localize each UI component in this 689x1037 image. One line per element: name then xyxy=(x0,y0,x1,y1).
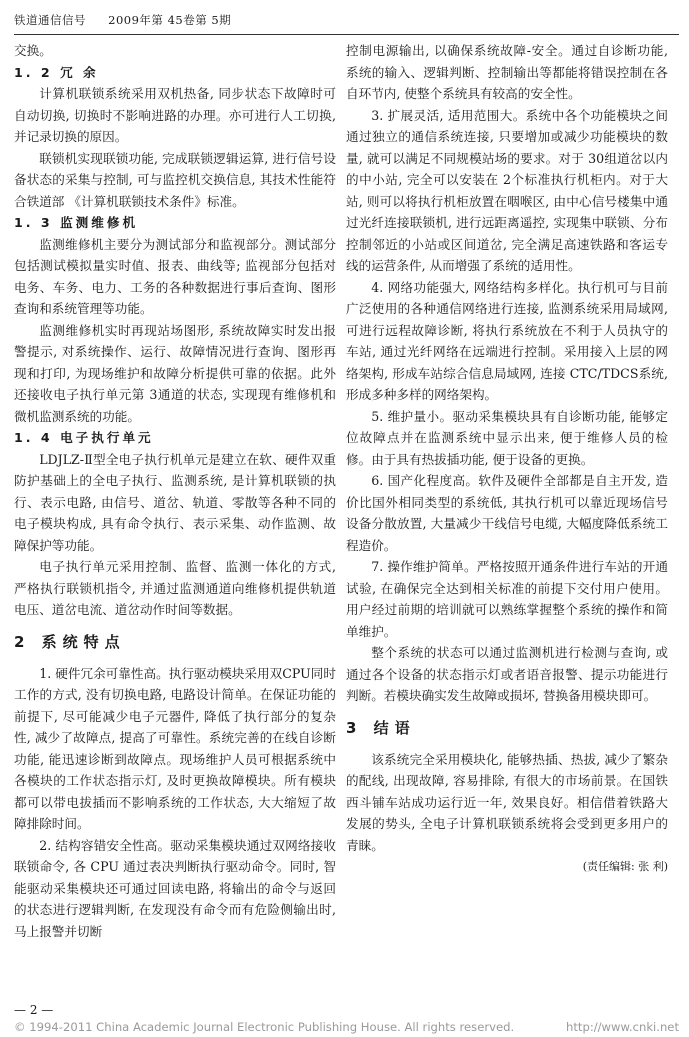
paragraph: 6. 国产化程度高。软件及硬件全部都是自主开发, 造价比国外相同类型的系统低, 其执行机可以靠近现场信号设备分散放置, 大量减少干线信号电缆, 大幅度降低系统工程造价。 xyxy=(346,473,668,553)
paragraph: 监测维修机实时再现站场图形, 系统故障实时发出报警提示, 对系统操作、运行、故障情况进行查询、图形再现和打印, 为现场维护和故障分析提供可靠的依据。此外还接收电子执行单元第 3通道的状态, 实现现有维修机和微机监测系统的功能。 xyxy=(14,322,336,424)
paragraph: 该系统完全采用模块化, 能够热插、热拔, 减少了繁杂的配线, 出现故障, 容易排除, 有很大的市场前景。在国铁西斗铺车站成功运行近一年, 效果良好。相信借着铁路大发展的势头, 全电子计算机联锁系统将会受到更多用户的青睐。 xyxy=(346,751,668,853)
page-number: — 2 — xyxy=(14,1003,54,1017)
paragraph: 整个系统的状态可以通过监测机进行检测与查询, 或通过各个设备的状态指示灯或者语音报警、提示功能进行判断。若模块确实发生故障或损坏, 替换备用模块即可。 xyxy=(346,645,668,703)
paragraph: 4. 网络功能强大, 网络结构多样化。执行机可与目前广泛使用的各种通信网络进行连接, 监测系统采用局域网, 可进行远程故障诊断, 将执行系统放在不利于人员执守的车站, 通过光纤网络在远端进行控制。采用接入上层的网络架构, 形成车站综合信息局域网, 连接 CTC/TDCS系统, 形成多种多样的网络架构。 xyxy=(346,279,668,402)
right-column xyxy=(346,40,668,878)
issue-info: 2009年第 45卷第 5期 xyxy=(108,13,232,27)
copyright-notice: © 1994-2011 China Academic Journal Electronic Publishing House. All rights reserved. xyxy=(14,1020,515,1034)
paragraph: 3. 扩展灵活, 适用范围大。系统中各个功能模块之间通过独立的通信系统连接, 只要增加或减少功能模块的数量, 就可以满足不同规模站场的要求。对于 30组道岔以内的中小站, 完全可以安装在 2个标准执行机柜内。对于大站, 则可以将执行机柜放置在咽喉区, 由中心信号楼集中通过光纤连接联锁机, 进行远距离遥控, 实现集中联锁、分布控制邻近的小站或区间道岔, 完全满足高速铁路和客运专线的运营条件, 从而增强了系统的适用性。 xyxy=(346,107,668,273)
paragraph: 控制电源输出, 以确保系统故障-安全。通过自诊断功能, 系统的输入、逻辑判断、控制输出等都能将错误控制在各自环节内, 使整个系统具有较高的安全性。 xyxy=(346,43,668,101)
paragraph: 交换。 xyxy=(14,43,52,58)
paragraph: 7. 操作维护简单。严格按照开通条件进行车站的开通试验, 在确保完全达到相关标准的前提下交付用户使用。用户经过前期的培训就可以熟练掌握整个系统的操作和简单维护。 xyxy=(346,559,668,639)
section-heading-2: 2 系统特点 xyxy=(14,632,126,651)
paragraph: 1. 硬件冗余可靠性高。执行驱动模块采用双CPU同时工作的方式, 没有切换电路, 电路设计简单。在保证功能的前提下, 尽可能减少电子元器件, 降低了执行部分的复杂性, 减少了故障点, 提高了可靠性。系统完善的在线自诊断功能, 能迅速诊断到故障点。现场维护人员可根据系统中各模块的工作状态指示灯, 及时更换故障模块。所有模块都可以带电拔插而不影响系统的工作状态, 大大缩短了故障排除时间。 xyxy=(14,665,336,831)
running-header xyxy=(14,10,679,35)
paragraph: 计算机联锁系统采用双机热备, 同步状态下故障时可自动切换, 切换时不影响进路的办理。亦可进行人工切换, 并记录切换的原因。 xyxy=(14,86,336,144)
paragraph: LDJLZ-Ⅱ型全电子执行机单元是建立在软、硬件双重防护基础上的全电子执行、监测系统, 是计算机联锁的执行、表示电路, 由信号、道岔、轨道、零散等各种不同的电子模块构成, 具有命令执行、表示采集、动作监测、故障保护等功能。 xyxy=(14,451,336,553)
section-heading-1-3: 1. 3 监测维修机 xyxy=(14,215,139,230)
paragraph: 2. 结构容错安全性高。驱动采集模块通过双网络接收联锁命令, 各 CPU 通过表决判断执行驱动命令。同时, 智能驱动采集模块还可通过回读电路, 将输出的命令与返回的状态进行逻辑判断, 在发现没有命令而有危险侧输出时, 马上报警并切断 xyxy=(14,837,336,939)
left-column xyxy=(14,40,336,942)
section-heading-1-4: 1. 4 电子执行单元 xyxy=(14,430,154,445)
journal-name: 铁道通信信号 xyxy=(14,13,86,27)
section-heading-1-2: 1. 2 冗 余 xyxy=(14,64,99,80)
paragraph: 监测维修机主要分为测试部分和监视部分。测试部分包括测试模拟量实时值、报表、曲线等; 监视部分包括对电务、车务、电力、工务的各种数据进行事后查询、图形查询和系统管理等功能。 xyxy=(14,236,336,316)
section-heading-3: 3 结语 xyxy=(346,718,416,737)
paragraph: 5. 维护量小。驱动采集模块具有自诊断功能, 能够定位故障点并在监测系统中显示出来, 便于维修人员的检修。由于具有热拔插功能, 便于设备的更换。 xyxy=(346,408,668,467)
paragraph: 电子执行单元采用控制、监督、监测一体化的方式, 严格执行联锁机指令, 并通过监测通道向维修机提供轨道电压、道岔电流、道岔动作时间等数据。 xyxy=(14,559,336,617)
paragraph: 联锁机实现联锁功能, 完成联锁逻辑运算, 进行信号设备状态的采集与控制, 可与监控机交换信息, 其技术性能符合铁道部 《计算机联锁技术条件》标准。 xyxy=(14,150,336,209)
editor-credit: (责任编辑: 张 利) xyxy=(582,860,668,873)
footer-url[interactable]: http://www.cnki.net xyxy=(566,1020,679,1034)
